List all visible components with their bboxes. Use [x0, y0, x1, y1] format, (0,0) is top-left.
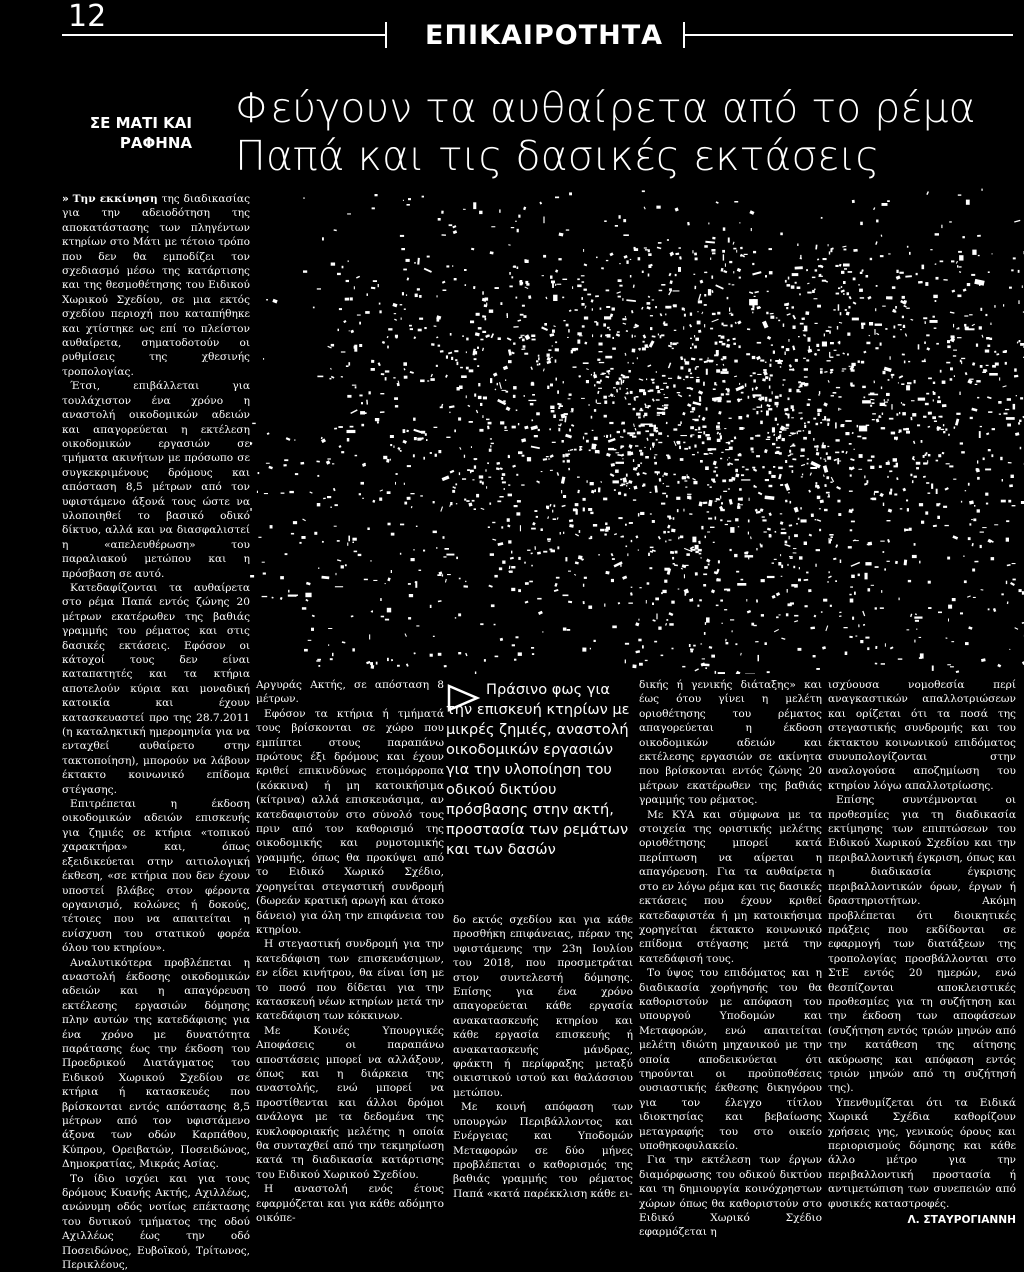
- lead-marker-icon: »: [62, 193, 69, 205]
- article-column-2: [256, 678, 444, 1225]
- paragraph: Επίσης συντέμνονται οι προθεσμίες για τη διαδικασία εκτίμησης των επιπτώσεων του Ειδικού Χωρικού Σχεδίου και την περιβαλλοντική έγκριση, όπως και η διαδικασία έγκρισης περιβαλλοντικών όρων, έργων ή δραστηριοτήτων. Ακόμη προβλέπεται ότι διοικητικές πράξεις που εκδίδονται σε εφαρμογή των διατάξεων της τροπολογίας προσβάλλονται στο ΣτΕ εντός 20 ημερών, ενώ θεσπίζονται αποκλειστικές προθεσμίες για τη συζήτηση και την έκδοση των αποφάσεων (συζήτηση εντός τριών μηνών από την κατάθεση της αίτησης ακύρωσης και απόφαση εντός τριών μηνών από τη συζήτησή της).: [828, 793, 1016, 1096]
- paragraph: Αναλυτικότερα προβλέπεται η αναστολή έκδοσης οικοδομικών αδειών και η απαγόρευση εκτέλεσης εργασιών δόμησης πλην αυτών της κατεδάφισης για ένα χρόνο με δυνατότητα παράτασης έως την έκδοση του Προεδρικού Διατάγματος του Ειδικού Χωρικού Σχεδίου σε κτήρια ή κατασκευές που βρίσκονται εντός απόστασης 8,5 μέτρων από τον υφιστάμενο άξονα των οδών Καρπάθου, Κύπρου, Ορειβατών, Ποσειδώνος, Δημοκρατίας, Μικράς Ασίας.: [62, 956, 250, 1172]
- paragraph: Η αναστολή ενός έτους εφαρμόζεται και για κάθε αδόμητο οικόπε-: [256, 1182, 444, 1225]
- paragraph: Επιτρέπεται η έκδοση οικοδομικών αδειών επισκευής για ζημιές σε κτήρια «τοπικού χαρακτήρα» και, όπως εξειδικεύεται στην αιτιολογική έκθεση, «σε κτήρια που δεν έχουν υποστεί βλάβες στον φέροντα οργανισμό, κολώνες ή δοκούς, τέτοιες που να απαιτείται η ενίσχυση του στατικού φορέα όλου του κτηρίου».: [62, 797, 250, 955]
- page-number: 12: [68, 0, 106, 34]
- paragraph: Έτσι, επιβάλλεται για τουλάχιστον ένα χρόνο η αναστολή οικοδομικών αδειών και απαγορεύεται η εκτέλεση οικοδομικών εργασιών σε τμήματα ακινήτων με πρόσωπο σε συγκεκριμένους δρόμους και απόσταση 8,5 μέτρων από τον υφιστάμενο άξονά τους ώστε να υλοποιηθεί το βασικό οδικό δίκτυο, αλλά και να διασφαλιστεί η «απελευθέρωση» του παραλιακού μετώπου και η πρόσβαση σε αυτό.: [62, 379, 250, 581]
- paragraph: Με Κοινές Υπουργικές Αποφάσεις οι παραπάνω αποστάσεις μπορεί να αλλάξουν, όπως και η διάρκεια της αναστολής, ενώ μπορεί να προστίθενται και άλλοι δρόμοι ανάλογα με τα δεδομένα της κυκλοφοριακής μελέτης η οποία θα συνταχθεί από την τεκμηρίωση κατά τη διαδικασία κατάρτισης του Ειδικού Χωρικού Σχεδίου.: [256, 1024, 444, 1182]
- paragraph: δικής ή γενικής διάταξης» και έως ότου γίνει η μελέτη οριοθέτησης του ρέματος απαγορεύεται η έκδοση οικοδομικών αδειών και εκτέλεσης εργασιών σε ακίνητα που βρίσκονται εντός ζώνης 20 μέτρων εκατέρωθεν της βαθιάς γραμμής του ρέματος.: [639, 678, 822, 808]
- aerial-photo: [250, 188, 1024, 674]
- author-signature: Λ. ΣΤΑΥΡΟΓΙΑΝΝΗ: [828, 1213, 1016, 1227]
- article-column-3: [453, 913, 633, 1201]
- header-rule-right: [683, 34, 1013, 36]
- article-column-5: [828, 678, 1016, 1227]
- header-rule-left: [62, 34, 385, 36]
- article-column-4: [639, 678, 822, 1240]
- play-arrow-icon: [446, 684, 480, 712]
- paragraph: Το ίδιο ισχύει και για τους δρόμους Κυανής Ακτής, Αχιλλέως, ανώνυμη οδός νοτίως επέκτασης του δυτικού τμήματος της οδού Αχιλλέως έως την οδό Ποσειδώνος, Ευβοϊκού, Τρίτωνος, Περικλέους,: [62, 1172, 250, 1272]
- paragraph: Υπενθυμίζεται ότι τα Ειδικά Χωρικά Σχέδια καθορίζουν χρήσεις γης, γενικούς όρους και περιορισμούς δόμησης και κάθε άλλο μέτρο για την περιβαλλοντική προστασία ή αντιμετώπιση των συνεπειών από φυσικές καταστροφές.: [828, 1096, 1016, 1211]
- section-title: ΕΠΙΚΑΙΡΟΤΗΤΑ: [425, 20, 663, 51]
- headline-line: Παπά και τις δασικές εκτάσεις: [235, 132, 1015, 180]
- paragraph: Το ύψος του επιδόματος και η διαδικασία χορήγησής του θα καθοριστούν με απόφαση του υπουργού Υποδομών και Μεταφορών, ενώ απαιτείται μελέτη ιδιώτη μηχανικού με την οποία αποδεικνύεται ότι τηρούνται οι προϋποθέσεις ουσιαστικής έκθεσης δικηγόρου για τον έλεγχο τίτλου ιδιοκτησίας και βεβαίωσης μεταγραφής του στο οικείο υποθηκοφυλακείο.: [639, 966, 822, 1153]
- kicker-line: ΣΕ ΜΑΤΙ ΚΑΙ: [70, 113, 192, 133]
- paragraph-text: της διαδικασίας για την αδειοδότηση της αποκατάστασης των πληγέντων κτηρίων στο Μάτι με τέτοιο τρόπο που δεν θα εμποδίζει τον σχεδιασμό μέσω της κατάρτισης και της θεσμοθέτησης του Ειδικού Χωρικού Σχεδίου, σε μια εκτός σχεδίου περιοχή που καταπήθηκε και χτίστηκε ως επί το πλείστον αυθαίρετα, σηματοδοτούν οι ρυθμίσεις της χθεσινής τροπολογίας.: [62, 193, 250, 378]
- lead-bold: Την εκκίνηση: [73, 193, 158, 205]
- headline: [235, 84, 1015, 180]
- pull-quote-text: Πράσινο φως για την επισκευή κτηρίων με μικρές ζημιές, αναστολή οικοδομικών εργασιών για την υλοποίηση του οδικού δικτύου πρόσβασης στην ακτή, προστασία των ρεμάτων και των δασών: [446, 680, 632, 860]
- header-rule-tick-left: [385, 22, 387, 48]
- kicker-line: ΡΑΦΗΝΑ: [70, 133, 192, 153]
- aerial-photo-graphic: [250, 188, 1024, 674]
- paragraph: Με ΚΥΑ και σύμφωνα με τα στοιχεία της οριστικής μελέτης οριοθέτησης μπορεί κατά περίπτωση να αίρεται η απαγόρευση. Για τα αυθαίρετα στο εν λόγω ρέμα και τις δασικές εκτάσεις που έχουν κριθεί κατεδαφιστέα ή μη κατοικήσιμα χορηγείται έκτακτο κοινωνικό επίδομα στέγασης μετά την κατεδάφισή τους.: [639, 808, 822, 966]
- paragraph: Αργυράς Ακτής, σε απόσταση 8 μέτρων.: [256, 678, 444, 707]
- paragraph: Για την εκτέλεση των έργων διαμόρφωσης του οδικού δικτύου και τη δημιουργία κοινόχρηστων χώρων όπως θα καθοριστούν στο Ειδικό Χωρικό Σχέδιο εφαρμόζεται η: [639, 1153, 822, 1239]
- article-column-1: [62, 192, 250, 1272]
- paragraph: [62, 192, 250, 379]
- paragraph: Με κοινή απόφαση των υπουργών Περιβάλλοντος και Ενέργειας και Υποδομών Μεταφορών σε δύο μήνες προβλέπεται ο καθορισμός της βαθιάς γραμμής του ρέματος Παπά «κατά παρέκκλιση κάθε ει-: [453, 1100, 633, 1201]
- paragraph: Κατεδαφίζονται τα αυθαίρετα στο ρέμα Παπά εντός ζώνης 20 μέτρων εκατέρωθεν της βαθιάς γραμμής του ρέματος και στις δασικές εκτάσεις. Εφόσον οι κάτοχοί τους δεν είναι καταπατητές και τα κτήρια αποτελούν κύρια και μοναδική κατοικία και έχουν κατασκευαστεί προ της 28.7.2011 (η καταληκτική ημερομηνία για να ενταχθεί αυθαίρετο στην τακτοποίηση), μπορούν να λάβουν έκτακτο κοινωνικό επίδομα στέγασης.: [62, 581, 250, 797]
- paragraph: Εφόσον τα κτήρια ή τμήματά τους βρίσκονται σε χώρο που εμπίπτει στους παραπάνω πρώτους έξι δρόμους και έχουν κριθεί επικινδύνως ετοιμόρροπα (κόκκινα) ή μη κατοικήσιμα (κίτρινα) αλλά επισκευάσιμα, αν κατεδαφιστούν στο σύνολό τους πριν από τον καθορισμό της οικοδομικής και ρυμοτομικής γραμμής, όπως θα προκύψει από το Ειδικό Χωρικό Σχέδιο, χορηγείται στεγαστική συνδρομή (δωρεάν κρατική αρωγή και άτοκο δάνειο) για όλη την επιφάνεια του κτηρίου.: [256, 707, 444, 938]
- paragraph: δο εκτός σχεδίου και για κάθε προσθήκη επιφάνειας, πέραν της υφιστάμενης την 23η Ιουλίου του 2018, που προσμετράται στον συντελεστή δόμησης. Επίσης για ένα χρόνο απαγορεύεται κάθε εργασία ανακατασκευής κτηρίου και κάθε εργασία επισκευής ή ανακατασκευής μάνδρας, φράκτη ή περίφραξης μεταξύ οικιστικού ιστού και θαλάσσιου μετώπου.: [453, 913, 633, 1100]
- paragraph: ισχύουσα νομοθεσία περί αναγκαστικών απαλλοτριώσεων και ορίζεται ότι τα ποσά της στεγαστικής συνδρομής και του έκτακτου κοινωνικού επιδόματος συνυπολογίζονται στην αναλογούσα αποζημίωση του κτηρίου λόγω απαλλοτρίωσης.: [828, 678, 1016, 793]
- paragraph: Η στεγαστική συνδρομή για την κατεδάφιση των επισκευάσιμων, εν είδει κινήτρου, θα είναι ίση με το ποσό που δίδεται για την κατασκευή νέων κτηρίων μετά την κατεδάφιση των κόκκινων.: [256, 937, 444, 1023]
- headline-line: Φεύγουν τα αυθαίρετα από το ρέμα: [235, 84, 1015, 132]
- pull-quote: [446, 680, 632, 860]
- kicker: [70, 113, 192, 153]
